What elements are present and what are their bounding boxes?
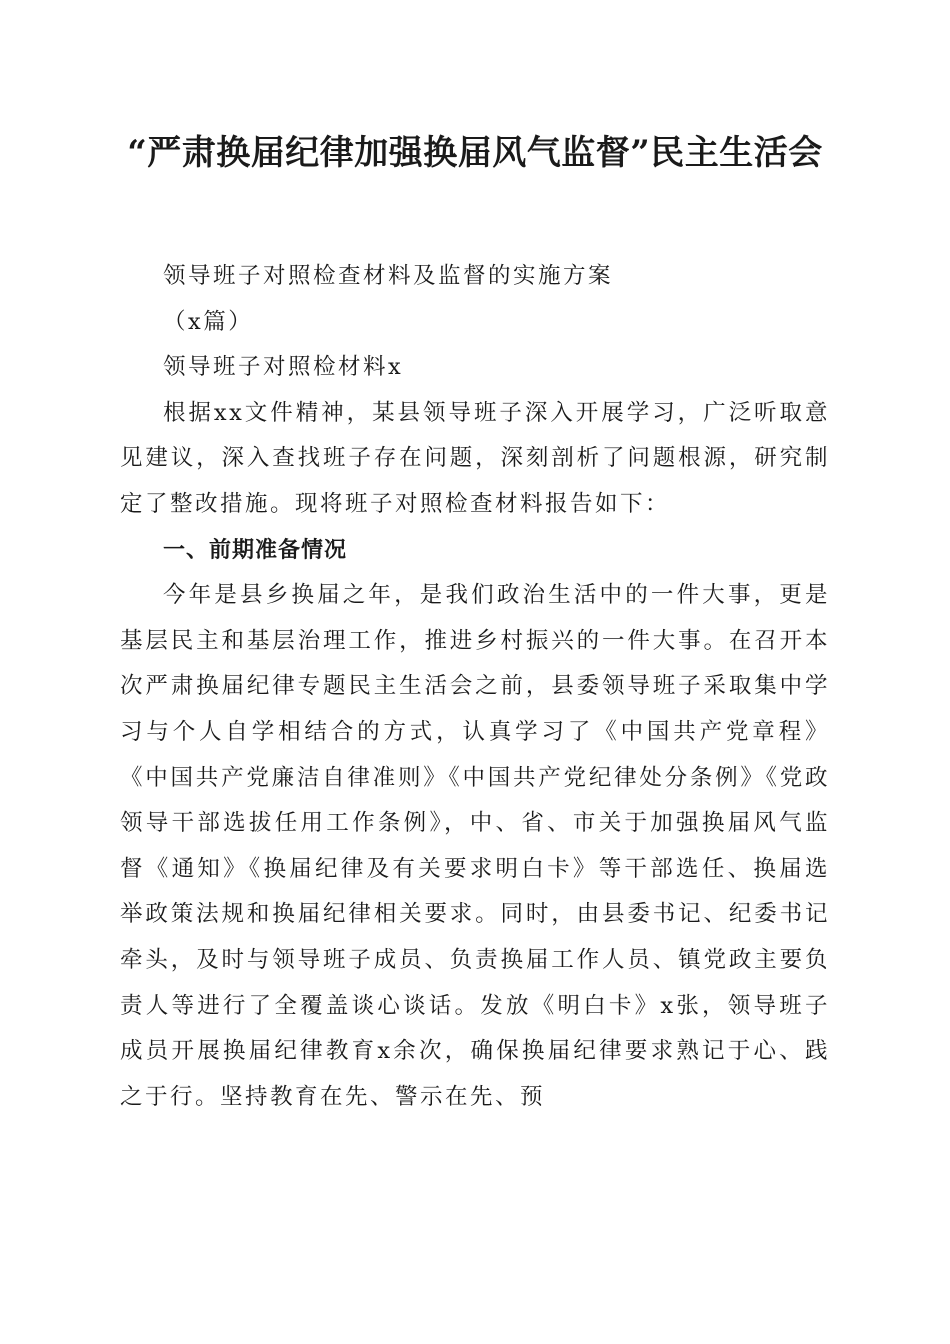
material-label-paragraph: 领导班子对照检材料x	[163, 354, 404, 381]
document-title: “严肃换届纪律加强换届风气监督”民主生活会	[127, 133, 823, 173]
subtitle-paragraph: 领导班子对照检查材料及监督的实施方案	[163, 263, 614, 289]
body-paragraph: 今年是县乡换届之年，是我们政治生活中的一件大事，更是基层民主和基层治理工作，推进乡村振兴的一件大事。在召开本次严肃换届纪律专题民主生活会之前，县委领导班子采取集中学习与个人自学相结合的方式，认真学习了《中国共产党章程》《中国共产党廉洁自律准则》《中国共产党纪律处分条例》《党政领导干部选拔任用工作条例》，中、省、市关于加强换届风气监督《通知》《换届纪律及有关要求明白卡》等干部选任、换届选举政策法规和换届纪律相关要求。同时，由县委书记、纪委书记牵头，及时与领导班子成员、负责换届工作人员、镇党政主要负责人等进行了全覆盖谈心谈话。发放《明白卡》x张，领导班子成员开展换届纪律教育x余次，确保换届纪律要求熟记于心、践之于行。坚持教育在先、警示在先、预	[120, 582, 830, 1110]
section-heading: 一、前期准备情况	[163, 537, 348, 563]
count-note-paragraph: （x篇）	[163, 308, 254, 335]
intro-paragraph: 根据xx文件精神，某县领导班子深入开展学习，广泛听取意见建议，深入查找班子存在问题，深刻剖析了问题根源，研究制定了整改措施。现将班子对照检查材料报告如下：	[120, 399, 830, 517]
document-body	[120, 254, 830, 1120]
